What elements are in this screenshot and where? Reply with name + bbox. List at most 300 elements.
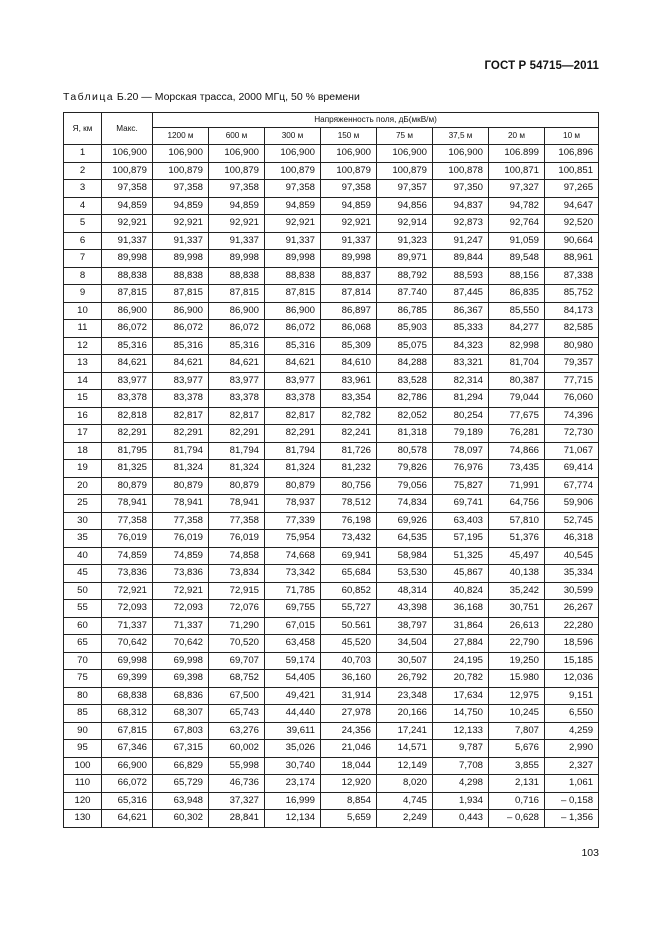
field-strength-cell: 5,676 [489, 740, 545, 758]
field-strength-cell: 30,599 [545, 582, 599, 600]
field-strength-cell: 106,896 [545, 145, 599, 163]
field-strength-cell: 106.899 [489, 145, 545, 163]
field-strength-cell: 82,314 [433, 372, 489, 390]
field-strength-cell: 82,817 [209, 407, 265, 425]
table-row [64, 425, 599, 443]
field-strength-cell: 30,751 [489, 600, 545, 618]
field-strength-cell: 100,879 [377, 162, 433, 180]
column-header-max: Макс. [102, 113, 153, 145]
max-value-cell: 77,358 [102, 512, 153, 530]
field-strength-cell: 26,267 [545, 600, 599, 618]
max-value-cell: 72,921 [102, 582, 153, 600]
field-strength-cell: 57,810 [489, 512, 545, 530]
field-strength-cell: 83,378 [209, 390, 265, 408]
field-strength-cell: 83,977 [265, 372, 321, 390]
table-row [64, 407, 599, 425]
distance-cell: 70 [64, 652, 102, 670]
field-strength-cell: 84,288 [377, 355, 433, 373]
field-strength-cell: 60,002 [209, 740, 265, 758]
field-strength-cell: 81,324 [265, 460, 321, 478]
field-strength-cell: 40,703 [321, 652, 377, 670]
field-strength-cell: 83,321 [433, 355, 489, 373]
field-strength-cell: 87,445 [433, 285, 489, 303]
field-strength-cell: 94,859 [153, 197, 209, 215]
table-row [64, 145, 599, 163]
max-value-cell: 64,621 [102, 810, 153, 828]
field-strength-cell: 78,941 [209, 495, 265, 513]
field-strength-cell: 40,138 [489, 565, 545, 583]
field-strength-cell: 71,290 [209, 617, 265, 635]
field-strength-cell: 38,797 [377, 617, 433, 635]
field-strength-cell: 85,903 [377, 320, 433, 338]
column-header-distance: Я, км [64, 113, 102, 145]
field-strength-cell: 97,265 [545, 180, 599, 198]
max-value-cell: 89,998 [102, 250, 153, 268]
field-strength-cell: 14,750 [433, 705, 489, 723]
field-strength-cell: 24,356 [321, 722, 377, 740]
field-strength-cell: 7,807 [489, 722, 545, 740]
field-strength-cell: 17,241 [377, 722, 433, 740]
field-strength-cell: 106,900 [433, 145, 489, 163]
field-strength-cell: 75,954 [265, 530, 321, 548]
field-strength-cell: 0,443 [433, 810, 489, 828]
table-row [64, 635, 599, 653]
field-strength-cell: 74,396 [545, 407, 599, 425]
field-strength-cell: 97,350 [433, 180, 489, 198]
field-strength-cell: 77,358 [209, 512, 265, 530]
field-strength-cell: 67,315 [153, 740, 209, 758]
field-strength-cell: 85,550 [489, 302, 545, 320]
field-strength-cell: 60,852 [321, 582, 377, 600]
field-strength-cell: 92,921 [265, 215, 321, 233]
column-header-height: 20 м [489, 128, 545, 145]
field-strength-cell: 74,834 [377, 495, 433, 513]
max-value-cell: 82,818 [102, 407, 153, 425]
field-strength-cell: 19,250 [489, 652, 545, 670]
field-strength-cell: 69,755 [265, 600, 321, 618]
field-strength-cell: 72,730 [545, 425, 599, 443]
field-strength-cell: 81,794 [209, 442, 265, 460]
field-strength-cell: 69,707 [209, 652, 265, 670]
field-strength-cell: 35,242 [489, 582, 545, 600]
field-strength-cell: 26,613 [489, 617, 545, 635]
table-row [64, 390, 599, 408]
distance-cell: 25 [64, 495, 102, 513]
field-strength-cell: 79,189 [433, 425, 489, 443]
field-strength-cell: 7,708 [433, 757, 489, 775]
field-strength-cell: 73,435 [489, 460, 545, 478]
field-strength-cell: 85,316 [265, 337, 321, 355]
field-strength-cell: 85,752 [545, 285, 599, 303]
field-strength-cell: 100,879 [321, 162, 377, 180]
max-value-cell: 85,316 [102, 337, 153, 355]
field-strength-cell: 82,782 [321, 407, 377, 425]
field-strength-cell: 67,015 [265, 617, 321, 635]
field-strength-cell: 53,530 [377, 565, 433, 583]
field-strength-cell: 73,342 [265, 565, 321, 583]
distance-cell: 17 [64, 425, 102, 443]
field-strength-cell: 87,815 [209, 285, 265, 303]
field-strength-cell: 63,403 [433, 512, 489, 530]
field-strength-cell: 84,277 [489, 320, 545, 338]
field-strength-cell: 18,044 [321, 757, 377, 775]
max-value-cell: 68,838 [102, 687, 153, 705]
field-strength-cell: 63,458 [265, 635, 321, 653]
distance-cell: 55 [64, 600, 102, 618]
field-strength-cell: 82,291 [153, 425, 209, 443]
table-row [64, 582, 599, 600]
field-strength-cell: 82,291 [209, 425, 265, 443]
max-value-cell: 80,879 [102, 477, 153, 495]
field-strength-cell: 71,067 [545, 442, 599, 460]
distance-cell: 19 [64, 460, 102, 478]
table-row [64, 530, 599, 548]
max-value-cell: 86,072 [102, 320, 153, 338]
max-value-cell: 69,998 [102, 652, 153, 670]
field-strength-cell: 81,324 [153, 460, 209, 478]
table-row [64, 547, 599, 565]
field-strength-cell: 73,432 [321, 530, 377, 548]
distance-cell: 95 [64, 740, 102, 758]
distance-cell: 14 [64, 372, 102, 390]
field-strength-cell: 17,634 [433, 687, 489, 705]
distance-cell: 10 [64, 302, 102, 320]
field-strength-cell: 81,318 [377, 425, 433, 443]
max-value-cell: 73,836 [102, 565, 153, 583]
field-strength-cell: 85,316 [153, 337, 209, 355]
field-strength-cell: 65,729 [153, 775, 209, 793]
field-strength-cell: 46,736 [209, 775, 265, 793]
max-value-cell: 83,378 [102, 390, 153, 408]
table-row [64, 285, 599, 303]
field-strength-cell: 2,327 [545, 757, 599, 775]
field-strength-cell: 51,325 [433, 547, 489, 565]
field-strength-cell: 83,378 [153, 390, 209, 408]
max-value-cell: 67,346 [102, 740, 153, 758]
table-row [64, 652, 599, 670]
column-group-header: Напряженность поля, дБ(мкВ/м) [153, 113, 599, 128]
field-strength-cell: 97,358 [153, 180, 209, 198]
field-strength-cell: 67,774 [545, 477, 599, 495]
field-strength-cell: 80,980 [545, 337, 599, 355]
field-strength-cell: 69,741 [433, 495, 489, 513]
table-row [64, 162, 599, 180]
field-strength-cell: 72,921 [153, 582, 209, 600]
max-value-cell: 70,642 [102, 635, 153, 653]
distance-cell: 20 [64, 477, 102, 495]
field-strength-cell: 89,998 [153, 250, 209, 268]
field-strength-cell: 30,507 [377, 652, 433, 670]
field-strength-cell: 1,934 [433, 792, 489, 810]
field-strength-cell: 76,019 [153, 530, 209, 548]
distance-cell: 8 [64, 267, 102, 285]
field-strength-cell: 87,815 [153, 285, 209, 303]
distance-cell: 18 [64, 442, 102, 460]
field-strength-cell: 97,358 [209, 180, 265, 198]
field-strength-cell: 35,026 [265, 740, 321, 758]
max-value-cell: 71,337 [102, 617, 153, 635]
field-strength-cell: 82,585 [545, 320, 599, 338]
field-strength-cell: 100,879 [209, 162, 265, 180]
field-strength-cell: 70,642 [153, 635, 209, 653]
field-strength-cell: 86,072 [265, 320, 321, 338]
table-row [64, 232, 599, 250]
field-strength-cell: 68,752 [209, 670, 265, 688]
distance-cell: 15 [64, 390, 102, 408]
table-row [64, 705, 599, 723]
field-strength-cell: 2,990 [545, 740, 599, 758]
distance-cell: 6 [64, 232, 102, 250]
field-strength-cell: 44,440 [265, 705, 321, 723]
field-strength-cell: 1,061 [545, 775, 599, 793]
field-strength-cell: 35,334 [545, 565, 599, 583]
table-row [64, 495, 599, 513]
field-strength-cell: 71,991 [489, 477, 545, 495]
max-value-cell: 68,312 [102, 705, 153, 723]
field-strength-cell: 82,817 [265, 407, 321, 425]
table-row [64, 565, 599, 583]
field-strength-cell: 106,900 [153, 145, 209, 163]
field-strength-cell: 83,354 [321, 390, 377, 408]
table-row [64, 740, 599, 758]
field-strength-cell: 91,337 [209, 232, 265, 250]
field-strength-cell: 39,611 [265, 722, 321, 740]
page-number: 103 [581, 847, 599, 859]
distance-cell: 110 [64, 775, 102, 793]
field-strength-cell: 68,836 [153, 687, 209, 705]
field-strength-cell: 88,792 [377, 267, 433, 285]
field-strength-cell: 86,072 [153, 320, 209, 338]
table-row [64, 722, 599, 740]
field-strength-cell: 70,520 [209, 635, 265, 653]
column-header-height: 75 м [377, 128, 433, 145]
table-row [64, 775, 599, 793]
field-strength-cell: 100,851 [545, 162, 599, 180]
field-strength-cell: 82,786 [377, 390, 433, 408]
field-strength-cell: 86,367 [433, 302, 489, 320]
field-strength-cell: 6,550 [545, 705, 599, 723]
distance-cell: 80 [64, 687, 102, 705]
field-strength-cell: 91,323 [377, 232, 433, 250]
field-strength-cell: 84,621 [265, 355, 321, 373]
field-strength-cell: – 0,158 [545, 792, 599, 810]
max-value-cell: 81,795 [102, 442, 153, 460]
field-strength-cell: 64,756 [489, 495, 545, 513]
table-row [64, 477, 599, 495]
field-strength-cell: 4,745 [377, 792, 433, 810]
table-caption-prefix: Таблица [63, 91, 114, 103]
field-strength-cell: 23,348 [377, 687, 433, 705]
field-strength-cell: 22,790 [489, 635, 545, 653]
field-strength-cell: 69,926 [377, 512, 433, 530]
field-strength-cell: 0,716 [489, 792, 545, 810]
distance-cell: 45 [64, 565, 102, 583]
table-row [64, 512, 599, 530]
field-strength-cell: 94,859 [265, 197, 321, 215]
table-row [64, 792, 599, 810]
field-strength-cell: 81,294 [433, 390, 489, 408]
max-value-cell: 94,859 [102, 197, 153, 215]
max-value-cell: 106,900 [102, 145, 153, 163]
field-strength-cell: 83,961 [321, 372, 377, 390]
field-strength-cell: 82,817 [153, 407, 209, 425]
distance-cell: 11 [64, 320, 102, 338]
field-strength-cell: 76,019 [209, 530, 265, 548]
field-strength-cell: 74,866 [489, 442, 545, 460]
field-strength-cell: 86,072 [209, 320, 265, 338]
column-header-height: 37,5 м [433, 128, 489, 145]
field-strength-cell: 94,837 [433, 197, 489, 215]
distance-cell: 90 [64, 722, 102, 740]
max-value-cell: 81,325 [102, 460, 153, 478]
field-strength-cell: 69,941 [321, 547, 377, 565]
field-strength-cell: 87.740 [377, 285, 433, 303]
field-strength-cell: 15,185 [545, 652, 599, 670]
max-value-cell: 65,316 [102, 792, 153, 810]
field-strength-cell: 86,835 [489, 285, 545, 303]
distance-cell: 120 [64, 792, 102, 810]
field-strength-cell: 68,307 [153, 705, 209, 723]
field-strength-cell: 2,249 [377, 810, 433, 828]
field-strength-cell: 76,976 [433, 460, 489, 478]
table-row [64, 337, 599, 355]
field-strength-cell: 86,897 [321, 302, 377, 320]
field-strength-cell: 79,357 [545, 355, 599, 373]
field-strength-cell: 15.980 [489, 670, 545, 688]
field-strength-cell: 65,743 [209, 705, 265, 723]
field-strength-cell: 106,900 [209, 145, 265, 163]
field-strength-cell: 85,075 [377, 337, 433, 355]
field-strength-cell: 2,131 [489, 775, 545, 793]
table-row [64, 372, 599, 390]
field-strength-cell: 82,291 [265, 425, 321, 443]
distance-cell: 4 [64, 197, 102, 215]
field-strength-cell: 12,134 [265, 810, 321, 828]
table-row [64, 687, 599, 705]
field-strength-cell: 63,276 [209, 722, 265, 740]
field-strength-cell: 82,241 [321, 425, 377, 443]
table-row [64, 197, 599, 215]
field-strength-cell: 92,914 [377, 215, 433, 233]
field-strength-cell: 34,504 [377, 635, 433, 653]
field-strength-cell: 27,978 [321, 705, 377, 723]
field-strength-cell: 94,856 [377, 197, 433, 215]
field-strength-cell: 3,855 [489, 757, 545, 775]
field-strength-cell: 55,998 [209, 757, 265, 775]
field-strength-cell: 45,867 [433, 565, 489, 583]
field-strength-cell: 92,921 [153, 215, 209, 233]
table-row [64, 810, 599, 828]
field-strength-cell: 78,937 [265, 495, 321, 513]
field-strength-cell: 87,815 [265, 285, 321, 303]
max-value-cell: 86,900 [102, 302, 153, 320]
field-strength-cell: 30,740 [265, 757, 321, 775]
field-strength-cell: 55,727 [321, 600, 377, 618]
field-strength-cell: 77,358 [153, 512, 209, 530]
field-strength-cell: 10,245 [489, 705, 545, 723]
table-row [64, 617, 599, 635]
field-strength-cell: 31,864 [433, 617, 489, 635]
field-strength-cell: 88,156 [489, 267, 545, 285]
field-strength-cell: 49,421 [265, 687, 321, 705]
distance-cell: 75 [64, 670, 102, 688]
field-strength-cell: 76,198 [321, 512, 377, 530]
max-value-cell: 83,977 [102, 372, 153, 390]
field-strength-cell: 89,998 [209, 250, 265, 268]
field-strength-cell: 97,327 [489, 180, 545, 198]
field-strength-cell: 92,873 [433, 215, 489, 233]
field-strength-cell: 20,782 [433, 670, 489, 688]
field-strength-cell: 74,858 [209, 547, 265, 565]
field-strength-cell: 86,785 [377, 302, 433, 320]
distance-cell: 2 [64, 162, 102, 180]
field-strength-cell: 76,060 [545, 390, 599, 408]
field-strength-cell: 14,571 [377, 740, 433, 758]
table-row [64, 600, 599, 618]
field-strength-cell: 94,859 [321, 197, 377, 215]
field-strength-cell: 79,826 [377, 460, 433, 478]
field-strength-cell: 51,376 [489, 530, 545, 548]
table-row [64, 757, 599, 775]
distance-cell: 60 [64, 617, 102, 635]
field-strength-cell: 73,836 [153, 565, 209, 583]
distance-cell: 16 [64, 407, 102, 425]
field-strength-cell: – 1,356 [545, 810, 599, 828]
field-strength-cell: 86,900 [153, 302, 209, 320]
field-strength-cell: 48,314 [377, 582, 433, 600]
field-strength-cell: 12,149 [377, 757, 433, 775]
field-strength-cell: 84,173 [545, 302, 599, 320]
field-strength-cell: 86,900 [209, 302, 265, 320]
field-strength-cell: 79,056 [377, 477, 433, 495]
field-strength-cell: 12,975 [489, 687, 545, 705]
field-strength-cell: 63,948 [153, 792, 209, 810]
field-strength-cell: 91,059 [489, 232, 545, 250]
field-strength-cell: 74,668 [265, 547, 321, 565]
field-strength-cell: 67,803 [153, 722, 209, 740]
field-strength-cell: 81,794 [265, 442, 321, 460]
column-header-height: 150 м [321, 128, 377, 145]
max-value-cell: 72,093 [102, 600, 153, 618]
field-strength-cell: 18,596 [545, 635, 599, 653]
field-strength-cell: 23,174 [265, 775, 321, 793]
field-strength-cell: 72,915 [209, 582, 265, 600]
field-strength-cell: 84,323 [433, 337, 489, 355]
distance-cell: 50 [64, 582, 102, 600]
distance-cell: 7 [64, 250, 102, 268]
field-strength-cell: 106,900 [321, 145, 377, 163]
field-strength-cell: 100,879 [265, 162, 321, 180]
max-value-cell: 67,815 [102, 722, 153, 740]
field-strength-cell: 40,824 [433, 582, 489, 600]
field-strength-cell: 78,097 [433, 442, 489, 460]
field-strength-cell: 89,971 [377, 250, 433, 268]
field-strength-cell: 89,548 [489, 250, 545, 268]
field-strength-cell: 24,195 [433, 652, 489, 670]
field-strength-cell: 27,884 [433, 635, 489, 653]
field-strength-cell: 12,133 [433, 722, 489, 740]
field-strength-cell: 91,337 [265, 232, 321, 250]
field-strength-cell: 94,782 [489, 197, 545, 215]
max-value-cell: 100,879 [102, 162, 153, 180]
field-strength-cell: 43,398 [377, 600, 433, 618]
max-value-cell: 84,621 [102, 355, 153, 373]
max-value-cell: 88,838 [102, 267, 153, 285]
field-strength-cell: 87,814 [321, 285, 377, 303]
field-strength-cell: 54,405 [265, 670, 321, 688]
field-strength-cell: 100,878 [433, 162, 489, 180]
field-strength-cell: 106,900 [377, 145, 433, 163]
